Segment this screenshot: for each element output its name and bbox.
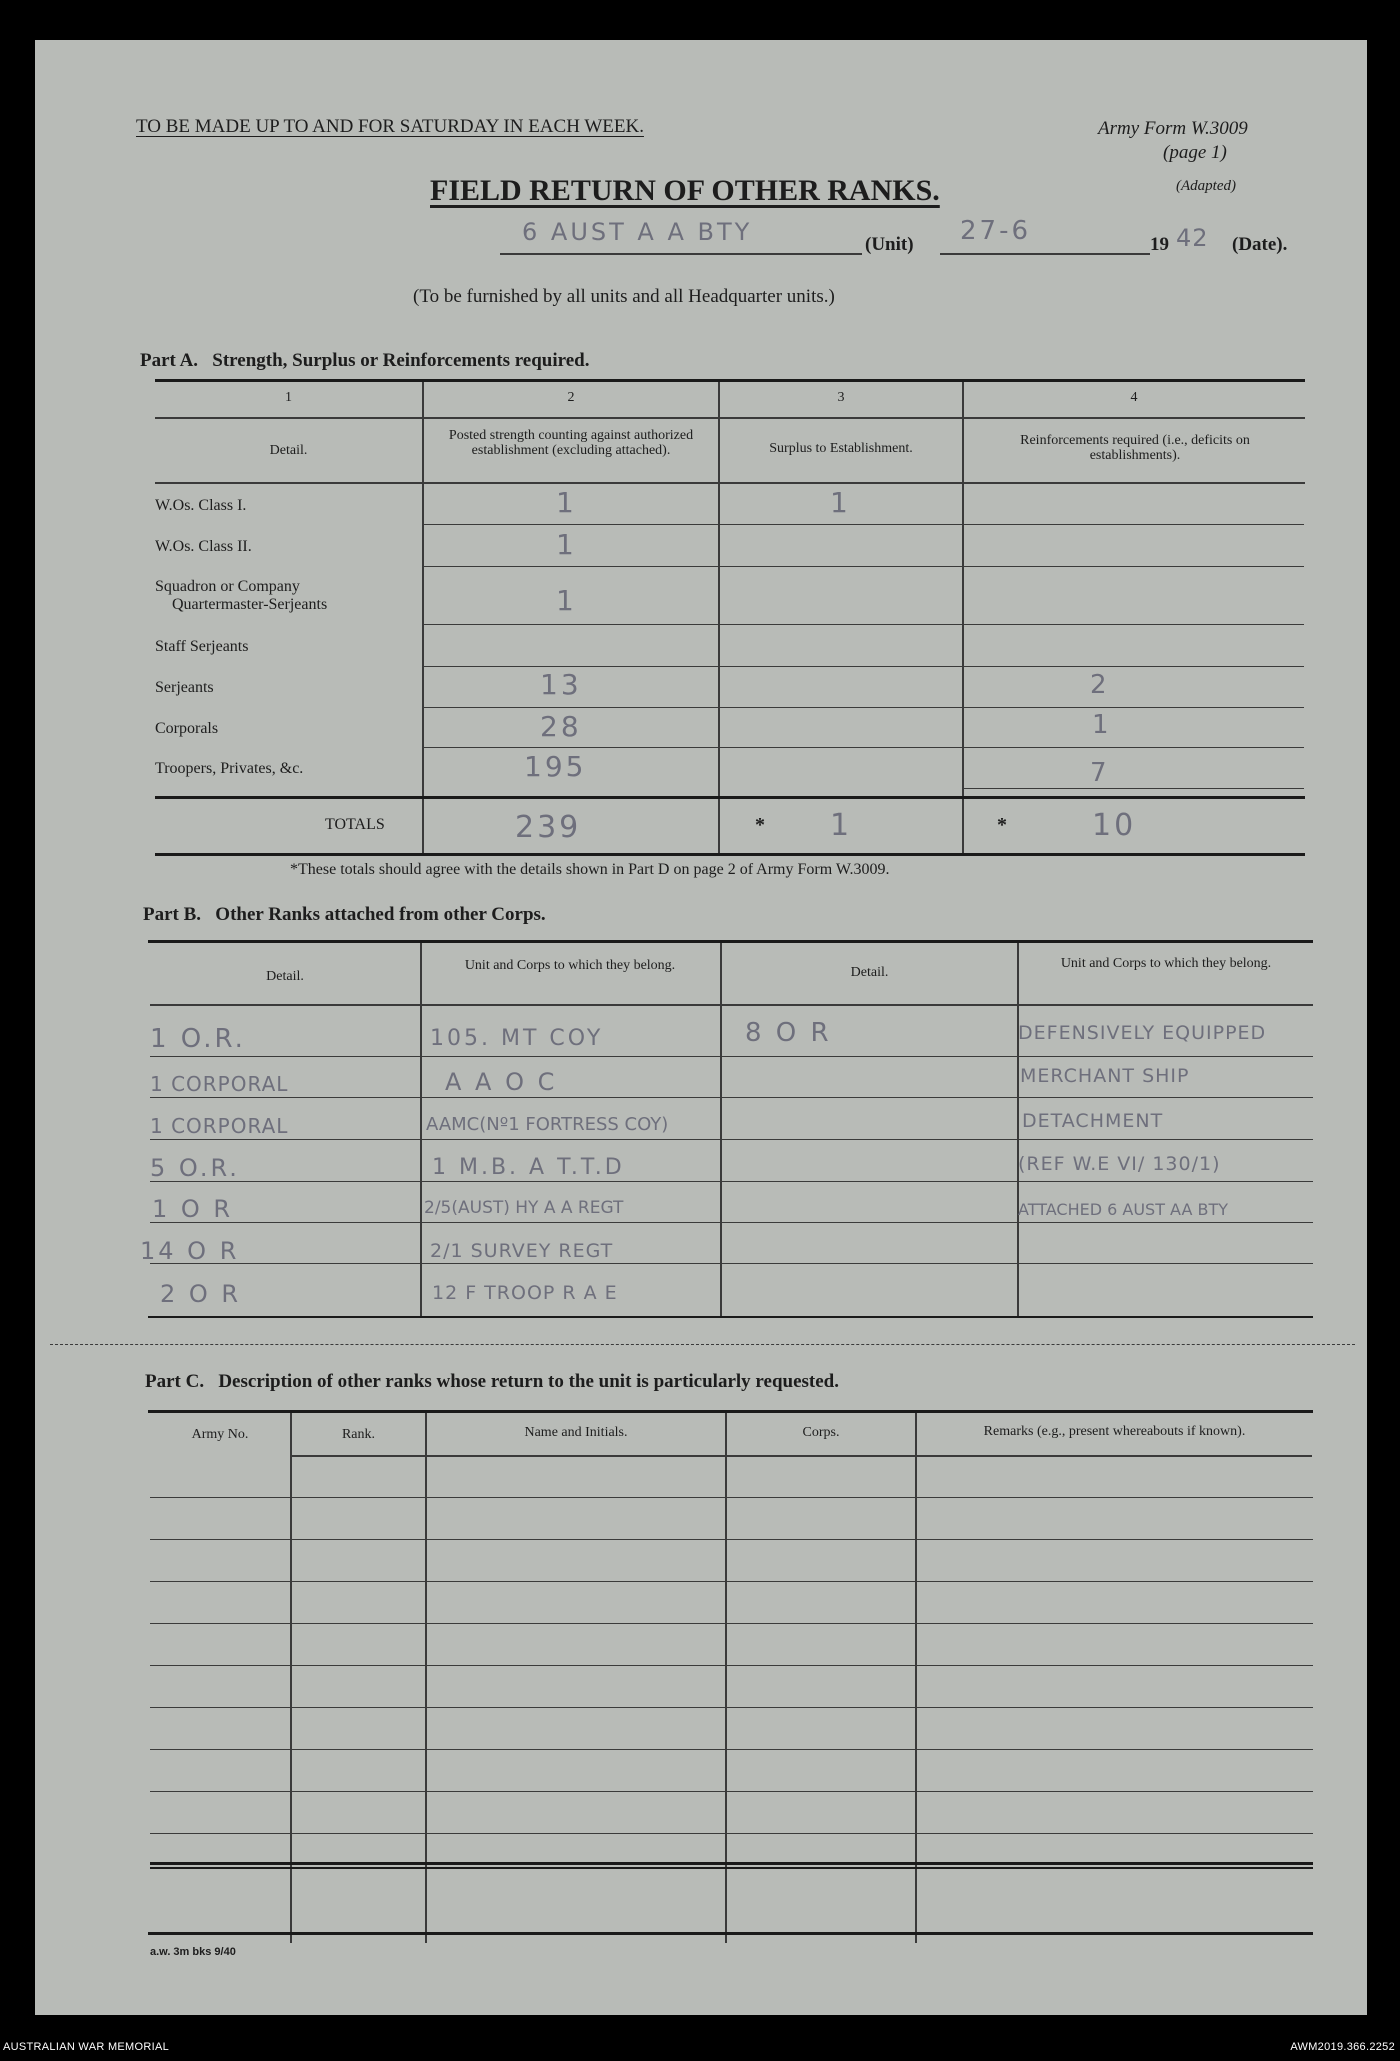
totals-label: TOTALS xyxy=(325,816,385,833)
part-c-bottom-rule xyxy=(148,1932,1313,1935)
army-form-number: Army Form W.3009 xyxy=(1098,118,1248,139)
part-a-bottom-rule xyxy=(155,853,1305,856)
part-c-row-rule xyxy=(150,1539,1313,1540)
row-rule xyxy=(424,524,1304,525)
row-label-serjeants: Serjeants xyxy=(155,679,214,696)
row-rule xyxy=(150,1181,1313,1182)
posted-wo-class-2: 1 xyxy=(556,528,577,561)
part-b-header-unit: Unit and Corps to which they belong. xyxy=(464,958,676,973)
col-number-rule xyxy=(155,417,1305,419)
row-label-cqms: Squadron or Company xyxy=(155,578,300,595)
part-b-header-unit: Unit and Corps to which they belong. xyxy=(1060,956,1272,971)
attached-detail: 1 O R xyxy=(152,1195,234,1223)
unit-underline xyxy=(500,253,862,255)
col-number: 1 xyxy=(285,390,292,405)
instruction-text: TO BE MADE UP TO AND FOR SATURDAY IN EACH WEEK. xyxy=(136,116,644,137)
part-c-double-rule xyxy=(150,1867,1313,1869)
part-c-header-rank: Rank. xyxy=(341,1427,376,1442)
attached-unit: 2/1 SURVEY REGT xyxy=(430,1240,614,1262)
unit-value: 6 AUST A A BTY xyxy=(522,218,753,246)
posted-wo-class-1: 1 xyxy=(556,486,577,519)
form-title: FIELD RETURN OF OTHER RANKS. xyxy=(430,174,940,207)
part-b-header-rule xyxy=(150,1004,1313,1006)
part-b-header-detail: Detail. xyxy=(850,965,889,980)
part-a-footnote: *These totals should agree with the details shown in Part D on page 2 of Army Form W.3009. xyxy=(290,861,890,878)
row-label-troopers: Troopers, Privates, &c. xyxy=(155,760,304,777)
part-c-row-rule xyxy=(150,1581,1313,1582)
row-label-wo-class-2: W.Os. Class II. xyxy=(155,538,252,555)
archive-catalogue: AWM2019.366.2252 xyxy=(1290,2041,1395,2053)
totals-reinforcements: 10 xyxy=(1092,808,1137,843)
attached-unit: A A O C xyxy=(445,1068,558,1096)
attached-detail: 1 CORPORAL xyxy=(150,1072,289,1096)
part-a-col-divider xyxy=(422,799,424,853)
row-rule xyxy=(424,666,1304,667)
attached-detail: 14 O R xyxy=(140,1237,240,1265)
row-rule xyxy=(424,624,1304,625)
attached-detail: 1 CORPORAL xyxy=(150,1114,289,1138)
attached-unit: 105. MT COY xyxy=(430,1026,604,1051)
attached-unit: DEFENSIVELY EQUIPPED xyxy=(1018,1022,1267,1044)
part-a-heading: Part A. Strength, Surplus or Reinforcements required. xyxy=(140,350,590,371)
date-underline xyxy=(940,253,1150,255)
page-number: (page 1) xyxy=(1163,142,1227,163)
part-c-row-rule xyxy=(150,1791,1313,1792)
row-rule xyxy=(964,788,1304,789)
row-label-cqms-line2: Quartermaster-Serjeants xyxy=(172,596,328,613)
part-b-col-divider xyxy=(1017,943,1019,1318)
row-rule xyxy=(424,566,1304,567)
header-rule xyxy=(155,482,1305,484)
part-a-col-divider xyxy=(962,799,964,853)
col-header-surplus: Surplus to Establishment. xyxy=(769,441,913,456)
part-c-row-rule xyxy=(150,1665,1313,1666)
part-c-double-rule xyxy=(150,1862,1313,1865)
reinf-troopers: 7 xyxy=(1090,758,1110,788)
print-code: a.w. 3m bks 9/40 xyxy=(150,1946,236,1958)
attached-unit: (REF W.E VI/ 130/1) xyxy=(1018,1153,1221,1175)
year-suffix: 42 xyxy=(1176,224,1209,252)
col-header-posted: Posted strength counting against authorized establishment (excluding attached). xyxy=(448,428,694,458)
reinf-corporals: 1 xyxy=(1092,710,1112,740)
totals-asterisk: * xyxy=(997,814,1007,836)
attached-unit: 12 F TROOP R A E xyxy=(432,1282,618,1304)
attached-unit: DETACHMENT xyxy=(1022,1110,1164,1132)
col-number: 2 xyxy=(567,390,575,405)
row-rule xyxy=(424,707,1304,708)
attached-detail: 8 O R xyxy=(745,1018,832,1048)
col-header-detail: Detail. xyxy=(269,443,308,458)
part-a-col-divider xyxy=(962,382,964,799)
part-b-bottom-rule xyxy=(148,1316,1313,1318)
totals-top-rule xyxy=(155,796,1305,799)
attached-unit: AAMC(Nº1 FORTRESS COY) xyxy=(426,1114,669,1135)
posted-cqms: 1 xyxy=(556,584,577,617)
part-c-header-name: Name and Initials. xyxy=(524,1425,628,1440)
part-c-row-rule xyxy=(150,1623,1313,1624)
attached-unit: MERCHANT SHIP xyxy=(1020,1065,1190,1087)
col-number: 4 xyxy=(1130,390,1138,405)
totals-surplus: 1 xyxy=(830,808,853,843)
archive-institution: AUSTRALIAN WAR MEMORIAL xyxy=(3,2041,170,2053)
unit-label: (Unit) xyxy=(865,234,914,255)
col-number: 3 xyxy=(837,390,845,405)
adapted-note: (Adapted) xyxy=(1176,178,1236,194)
part-a-col-divider xyxy=(422,382,424,799)
totals-posted: 239 xyxy=(515,810,582,845)
year-prefix: 19 xyxy=(1150,234,1169,255)
row-label-corporals: Corporals xyxy=(155,720,219,737)
part-a-col-divider xyxy=(718,799,720,853)
reinf-serjeants: 2 xyxy=(1090,670,1110,700)
attached-detail: 5 O.R. xyxy=(150,1154,240,1182)
attached-unit: 2/5(AUST) HY A A REGT xyxy=(424,1198,624,1218)
attached-detail: 1 O.R. xyxy=(150,1024,246,1054)
totals-asterisk: * xyxy=(755,814,765,836)
part-b-top-rule xyxy=(148,940,1313,943)
date-label: (Date). xyxy=(1232,234,1288,255)
row-label-staff-serjeants: Staff Serjeants xyxy=(155,638,249,655)
archive-strip xyxy=(0,2036,1400,2061)
subtitle: (To be furnished by all units and all Headquarter units.) xyxy=(413,286,835,307)
row-rule xyxy=(424,747,1304,748)
posted-corporals: 28 xyxy=(540,710,582,743)
part-c-header-rule xyxy=(292,1455,1312,1457)
row-rule xyxy=(150,1097,1313,1098)
attached-detail: 2 O R xyxy=(160,1280,242,1308)
part-c-header-army-no: Army No. xyxy=(191,1427,249,1442)
col-header-reinforcements: Reinforcements required (i.e., deficits on establishments). xyxy=(1020,433,1250,463)
row-label-wo-class-1: W.Os. Class I. xyxy=(155,497,247,514)
part-b-heading: Part B. Other Ranks attached from other Corps. xyxy=(143,904,546,925)
part-c-header-remarks: Remarks (e.g., present whereabouts if known). xyxy=(983,1424,1246,1439)
date-value: 27-6 xyxy=(960,216,1032,246)
attached-unit: ATTACHED 6 AUST AA BTY xyxy=(1018,1200,1228,1219)
part-b-header-detail: Detail. xyxy=(266,969,304,984)
part-c-top-rule xyxy=(148,1410,1313,1413)
row-rule xyxy=(150,1222,1313,1223)
part-b-col-divider xyxy=(420,943,422,1318)
part-c-heading: Part C. Description of other ranks whose return to the unit is particularly requested. xyxy=(145,1371,839,1392)
attached-unit: 1 M.B. A T.T.D xyxy=(432,1155,625,1180)
posted-serjeants: 13 xyxy=(540,668,582,701)
fold-line xyxy=(50,1344,1355,1345)
part-c-row-rule xyxy=(150,1707,1313,1708)
row-rule xyxy=(150,1056,1313,1057)
part-a-top-rule xyxy=(155,379,1305,382)
part-b-col-divider xyxy=(720,943,722,1318)
part-c-row-rule xyxy=(150,1749,1313,1750)
row-rule xyxy=(150,1139,1313,1140)
part-c-header-corps: Corps. xyxy=(802,1425,840,1440)
part-c-row-rule xyxy=(150,1497,1313,1498)
part-c-row-rule xyxy=(150,1833,1313,1834)
surplus-wo-class-1: 1 xyxy=(830,486,851,519)
row-rule xyxy=(150,1263,1313,1264)
posted-troopers: 195 xyxy=(524,750,587,783)
